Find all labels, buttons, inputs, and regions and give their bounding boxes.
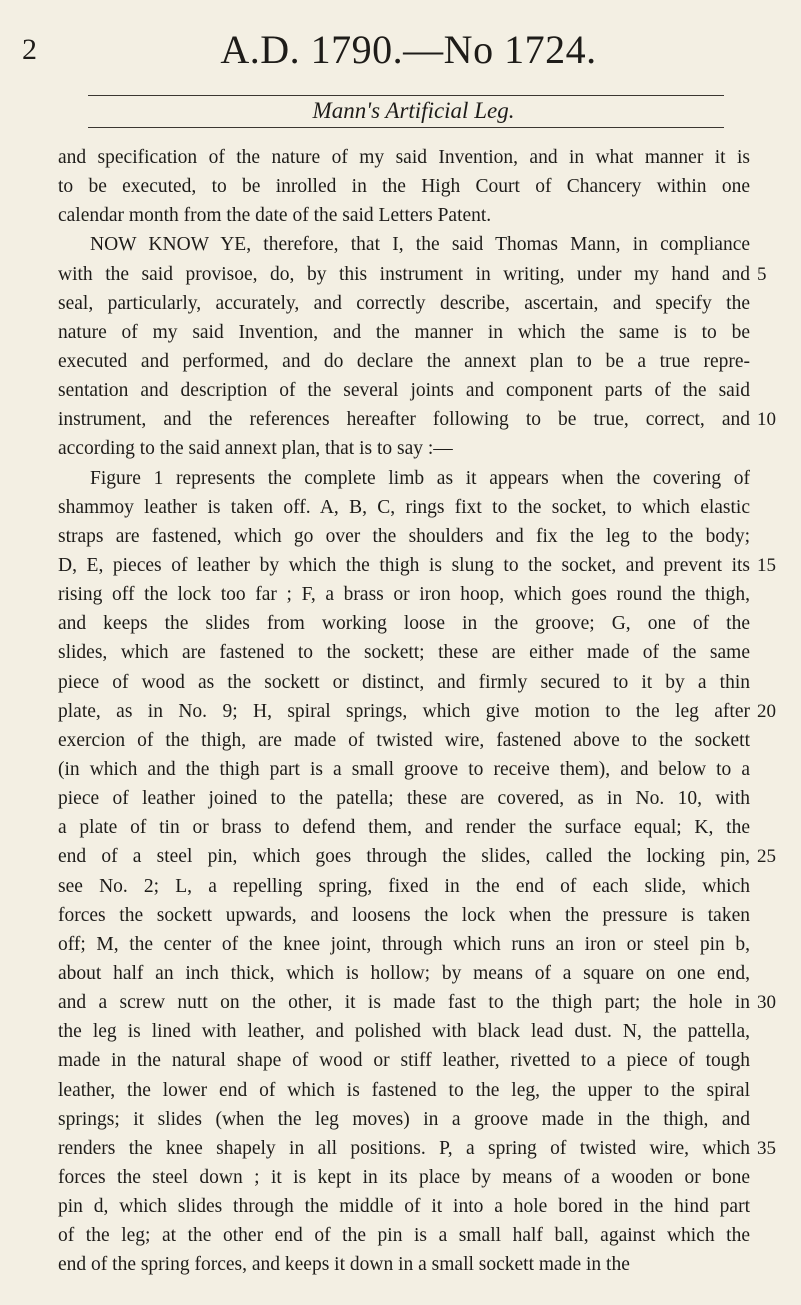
text-line: slides, which are fastened to the sockett; these are either made of the same xyxy=(58,642,750,664)
margin-spacer xyxy=(757,1221,791,1250)
page-number: 2 xyxy=(22,33,37,66)
running-head-title: A.D. 1790.—No 1724. xyxy=(220,27,597,72)
margin-spacer xyxy=(757,930,791,959)
margin-spacer xyxy=(757,1163,791,1192)
text-line: end of a steel pin, which goes through the slides, called the locking pin, xyxy=(58,846,750,868)
margin-spacer xyxy=(757,1105,791,1134)
text-line: off; M, the center of the knee joint, through which runs an iron or steel pin b, xyxy=(58,933,750,955)
text-line: D, E, pieces of leather by which the thigh is slung to the socket, and prevent its xyxy=(58,554,750,576)
margin-spacer xyxy=(757,1250,791,1279)
text-line: forces the steel down ; it is kept in its place by means of a wooden or bone xyxy=(58,1166,750,1188)
text-line: a plate of tin or brass to defend them, and render the surface equal; K, the xyxy=(58,817,750,839)
text-line: shammoy leather is taken off. A, B, C, rings fixt to the socket, to which elastic xyxy=(58,496,750,518)
margin-spacer xyxy=(757,1046,791,1075)
text-line: see No. 2; L, a repelling spring, fixed in the end of each slide, which xyxy=(58,875,750,897)
header-rule-top xyxy=(88,95,724,96)
text-line: made in the natural shape of wood or stiff leather, rivetted to a piece of tough xyxy=(58,1050,750,1072)
text-line: to be executed, to be inrolled in the High Court of Chancery within one xyxy=(58,176,750,198)
text-line: sentation and description of the several joints and component parts of the said xyxy=(58,380,750,402)
text-line: leather, the lower end of which is fastened to the leg, the upper to the spiral xyxy=(58,1079,750,1101)
margin-spacer xyxy=(757,609,791,638)
text-line: NOW KNOW YE, therefore, that I, the said Thomas Mann, in compliance xyxy=(90,234,750,256)
margin-spacer xyxy=(757,493,791,522)
header-rule-bottom xyxy=(88,127,724,128)
text-line: plate, as in No. 9; H, spiral springs, which give motion to the leg after xyxy=(58,700,750,722)
margin-line-number: 35 xyxy=(757,1137,776,1159)
margin-spacer xyxy=(757,201,791,230)
text-line: with the said provisoe, do, by this instrument in writing, under my hand and xyxy=(58,263,750,285)
margin-spacer xyxy=(757,347,791,376)
margin-spacer xyxy=(757,813,791,842)
text-line: straps are fastened, which go over the shoulders and fix the leg to the body; xyxy=(58,525,750,547)
margin-line-numbers xyxy=(757,143,791,1279)
text-line: nature of my said Invention, and the manner in which the same is to be xyxy=(58,321,750,343)
body-text xyxy=(58,143,750,1279)
margin-spacer xyxy=(757,464,791,493)
margin-spacer xyxy=(757,318,791,347)
margin-line-number: 30 xyxy=(757,992,776,1014)
text-line: seal, particularly, accurately, and correctly describe, ascertain, and specify the xyxy=(58,292,750,314)
text-line: the leg is lined with leather, and polished with black lead dust. N, the pattella, xyxy=(58,1021,750,1043)
text-line: piece of wood as the sockett or distinct, and firmly secured to it by a thin xyxy=(58,671,750,693)
margin-spacer xyxy=(757,434,791,463)
text-line: calendar month from the date of the said Letters Patent. xyxy=(58,205,492,227)
margin-spacer xyxy=(757,143,791,172)
margin-spacer xyxy=(757,638,791,667)
text-line: end of the spring forces, and keeps it down in a small sockett made in the xyxy=(58,1254,630,1276)
text-line: springs; it slides (when the leg moves) in a groove made in the thigh, and xyxy=(58,1108,750,1130)
margin-spacer xyxy=(757,668,791,697)
margin-spacer xyxy=(757,959,791,988)
margin-spacer xyxy=(757,1076,791,1105)
margin-spacer xyxy=(757,901,791,930)
margin-line-number: 20 xyxy=(757,700,776,722)
text-line: and keeps the slides from working loose in the groove; G, one of the xyxy=(58,613,750,635)
text-line: pin d, which slides through the middle of it into a hole bored in the hind part xyxy=(58,1196,750,1218)
text-line: according to the said annext plan, that is to say :— xyxy=(58,438,453,460)
text-line: executed and performed, and do declare the annext plan to be a true repre- xyxy=(58,350,750,372)
margin-spacer xyxy=(757,1192,791,1221)
margin-line-number: 15 xyxy=(757,554,776,576)
margin-spacer xyxy=(757,230,791,259)
text-line: Figure 1 represents the complete limb as it appears when the covering of xyxy=(90,467,750,489)
margin-spacer xyxy=(757,784,791,813)
margin-spacer xyxy=(757,522,791,551)
margin-spacer xyxy=(757,289,791,318)
text-line: forces the sockett upwards, and loosens the lock when the pressure is taken xyxy=(58,904,750,926)
margin-line-number: 25 xyxy=(757,846,776,868)
margin-line-number: 10 xyxy=(757,409,776,431)
text-line: renders the knee shapely in all positions. P, a spring of twisted wire, which xyxy=(58,1137,750,1159)
margin-spacer xyxy=(757,172,791,201)
text-line: exercion of the thigh, are made of twisted wire, fastened above to the sockett xyxy=(58,729,750,751)
text-line: and specification of the nature of my said Invention, and in what manner it is xyxy=(58,147,750,168)
margin-spacer xyxy=(757,376,791,405)
margin-spacer xyxy=(757,872,791,901)
text-line: rising off the lock too far ; F, a brass or iron hoop, which goes round the thigh, xyxy=(58,584,750,606)
running-head-subtitle: Mann's Artificial Leg. xyxy=(312,98,515,123)
text-line: about half an inch thick, which is hollow; by means of a square on one end, xyxy=(58,962,750,984)
margin-spacer xyxy=(757,755,791,784)
margin-line-number: 5 xyxy=(757,263,767,285)
text-line: instrument, and the references hereafter following to be true, correct, and xyxy=(58,409,750,431)
text-line: and a screw nutt on the other, it is made fast to the thigh part; the hole in xyxy=(58,992,750,1014)
margin-spacer xyxy=(757,1017,791,1046)
margin-spacer xyxy=(757,726,791,755)
margin-spacer xyxy=(757,580,791,609)
text-line: (in which and the thigh part is a small groove to receive them), and below to a xyxy=(58,758,750,780)
text-line: of the leg; at the other end of the pin is a small half ball, against which the xyxy=(58,1225,750,1247)
text-line: piece of leather joined to the patella; these are covered, as in No. 10, with xyxy=(58,788,750,810)
